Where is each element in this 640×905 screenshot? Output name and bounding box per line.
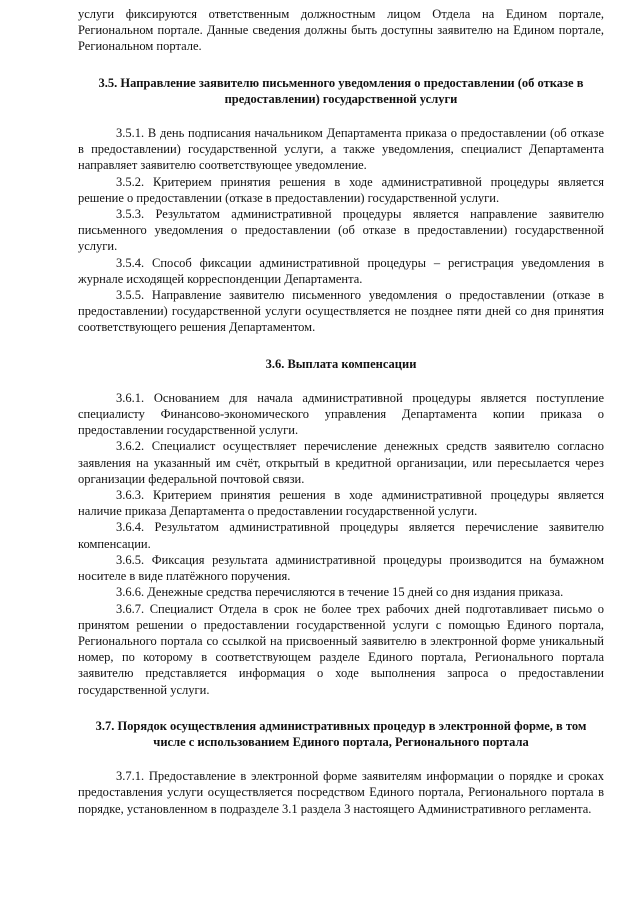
spacer bbox=[78, 372, 604, 390]
spacer bbox=[78, 698, 604, 718]
intro-paragraph: услуги фиксируются ответственным должностным лицом Отдела на Едином портале, Региональном портале. Данные сведения должны быть доступны заявителю на Едином портале, Региональном портале. bbox=[78, 7, 604, 54]
paragraph-3-6-6: 3.6.6. Денежные средства перечисляются в течение 15 дней со дня издания приказа. bbox=[116, 585, 564, 600]
paragraph-3-5-3: 3.5.3. Результатом административной процедуры является направление заявителю письменного уведомления о предоставлении (об отказе в предоставлении) государственной услуги. bbox=[78, 207, 604, 254]
paragraph-3-5-2: 3.5.2. Критерием принятия решения в ходе административной процедуры является решение о предоставлении (отказе в предоставлении) государственной услуги. bbox=[78, 174, 604, 205]
spacer bbox=[78, 55, 604, 75]
section-3-7-heading: 3.7. Порядок осуществления административных процедур в электронной форме, в том числе с использованием Единого портала, Регионального портала bbox=[95, 718, 587, 749]
paragraph-3-6-7: 3.6.7. Специалист Отдела в срок не более трех рабочих дней подготавливает письмо о принятом решении о предоставлении государственной услуги с помощью Единого портала, Регионального портала со ссылкой на присвоенный заявителю в электронной форме уникальный номер, по которому в соответствующем разделе Единого портала, Регионального портала заявителю представляется информация о ходе выполнения запроса о предоставлении государственной услуги. bbox=[78, 601, 604, 697]
document-page bbox=[78, 6, 604, 817]
section-3-6-heading: 3.6. Выплата компенсации bbox=[265, 356, 417, 371]
paragraph-3-6-4: 3.6.4. Результатом административной процедуры является перечисление заявителю компенсации. bbox=[78, 520, 604, 551]
paragraph-3-5-5: 3.5.5. Направление заявителю письменного уведомления о предоставлении (отказе в предоставлении) государственной услуги осуществляется не позднее пяти дней со дня принятия соответствующего решения Департаментом. bbox=[78, 288, 604, 335]
paragraph-3-6-5: 3.6.5. Фиксация результата административной процедуры производится на бумажном носителе в виде платёжного поручения. bbox=[78, 552, 604, 584]
paragraph-3-6-1: 3.6.1. Основанием для начала административной процедуры является поступление специалисту Финансово-экономического управления Департамента копии приказа о предоставлении государственной услуги. bbox=[78, 390, 604, 438]
paragraph-3-6-2: 3.6.2. Специалист осуществляет перечисление денежных средств заявителю согласно заявления на указанный им счёт, открытый в кредитной организации, или пересылается через организации федеральной почтовой связи. bbox=[78, 439, 604, 486]
spacer bbox=[78, 336, 604, 356]
section-3-5-heading: 3.5. Направление заявителю письменного уведомления о предоставлении (об отказе в предоставлении) государственной услуги bbox=[98, 75, 584, 106]
paragraph-3-5-1: 3.5.1. В день подписания начальником Департамента приказа о предоставлении (об отказе в предоставлении) государственной услуги, а также уведомления, специалист Департамента направляет заявителю соответствующее уведомление. bbox=[78, 126, 604, 173]
paragraph-3-7-1: 3.7.1. Предоставление в электронной форме заявителям информации о порядке и сроках предоставления услуги осуществляется посредством Единого портала, Регионального портала в порядке, установленном в подразделе 3.1 раздела 3 настоящего Административного регламента. bbox=[78, 769, 604, 816]
paragraph-3-5-4: 3.5.4. Способ фиксации административной процедуры – регистрация уведомления в журнале исходящей корреспонденции Департамента. bbox=[78, 255, 604, 286]
spacer bbox=[78, 750, 604, 768]
spacer bbox=[78, 107, 604, 125]
paragraph-3-6-3: 3.6.3. Критерием принятия решения в ходе административной процедуры является наличие приказа Департамента о предоставлении государственной услуги. bbox=[78, 488, 604, 519]
